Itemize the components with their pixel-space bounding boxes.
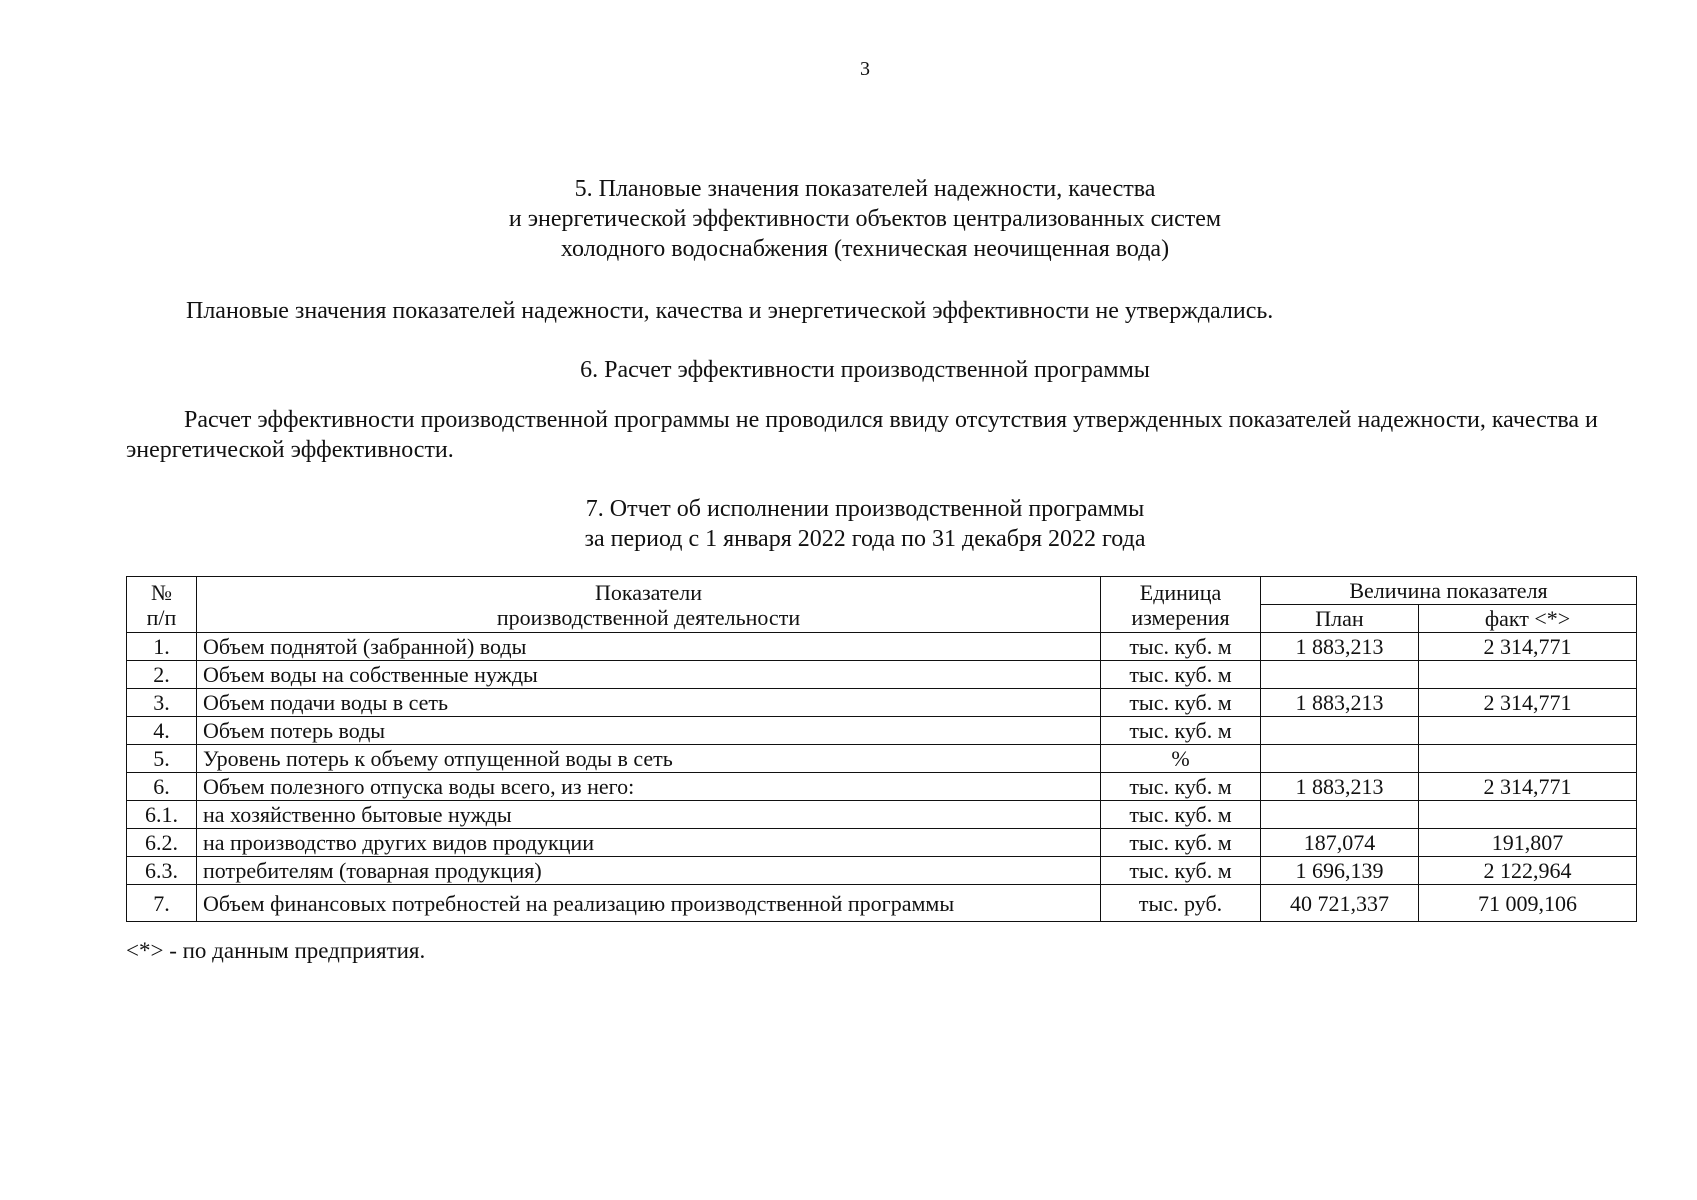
row-unit: тыс. куб. м [1101, 633, 1261, 661]
table-row [127, 829, 1637, 857]
row-fact [1419, 801, 1637, 829]
row-num: 7. [127, 885, 197, 922]
section-5-heading-line: холодного водоснабжения (техническая неочищенная вода) [560, 236, 1170, 262]
row-name: потребителям (товарная продукция) [197, 857, 1101, 885]
row-name: на хозяйственно бытовые нужды [197, 801, 1101, 829]
row-fact: 191,807 [1419, 829, 1637, 857]
header-num [127, 577, 197, 633]
row-plan: 1 883,213 [1261, 773, 1419, 801]
row-name: на производство других видов продукции [197, 829, 1101, 857]
table-footnote: <*> - по данным предприятия. [126, 938, 426, 963]
page-number: 3 [860, 58, 870, 80]
row-name: Объем воды на собственные нужды [197, 661, 1101, 689]
row-name: Объем потерь воды [197, 717, 1101, 745]
row-unit: тыс. куб. м [1101, 829, 1261, 857]
row-fact: 71 009,106 [1419, 885, 1637, 922]
row-unit: тыс. куб. м [1101, 801, 1261, 829]
table-row [127, 689, 1637, 717]
row-plan [1261, 661, 1419, 689]
header-fact: факт <*> [1419, 605, 1637, 633]
row-name: Объем финансовых потребностей на реализацию производственной программы [197, 885, 1101, 922]
row-plan: 1 883,213 [1261, 633, 1419, 661]
table-row [127, 745, 1637, 773]
section-5-text: Плановые значения показателей надежности, качества и энергетической эффективности не утверждались. [186, 298, 1274, 324]
header-plan: План [1261, 605, 1419, 633]
header-unit [1101, 577, 1261, 633]
table-row [127, 633, 1637, 661]
row-plan: 1 883,213 [1261, 689, 1419, 717]
table-row [127, 717, 1637, 745]
row-name: Уровень потерь к объему отпущенной воды в сеть [197, 745, 1101, 773]
section-6-text: Расчет эффективности производственной программы не проводился ввиду отсутствия утвержденных показателей надежности, качества и энергетической эффективности. [126, 407, 1598, 463]
row-unit: тыс. куб. м [1101, 857, 1261, 885]
table-row [127, 773, 1637, 801]
row-unit: тыс. куб. м [1101, 661, 1261, 689]
row-name: Объем полезного отпуска воды всего, из него: [197, 773, 1101, 801]
row-plan: 40 721,337 [1261, 885, 1419, 922]
row-fact: 2 122,964 [1419, 857, 1637, 885]
row-fact: 2 314,771 [1419, 689, 1637, 717]
row-unit: тыс. куб. м [1101, 773, 1261, 801]
row-fact: 2 314,771 [1419, 773, 1637, 801]
section-5-heading-line: 5. Плановые значения показателей надежности, качества [574, 176, 1156, 202]
row-fact [1419, 745, 1637, 773]
header-unit-line1: Единица [1139, 579, 1222, 605]
section-7-heading [0, 494, 1697, 554]
row-num: 2. [127, 661, 197, 689]
table-row [127, 885, 1637, 922]
header-num-line2: п/п [146, 604, 177, 630]
table-header-row [127, 577, 1637, 605]
section-5-heading-line: и энергетической эффективности объектов централизованных систем [508, 206, 1222, 232]
header-unit-line2: измерения [1131, 604, 1230, 630]
row-num: 6.1. [127, 801, 197, 829]
table-row [127, 857, 1637, 885]
section-7-heading-line: 7. Отчет об исполнении производственной программы [585, 496, 1145, 522]
row-name: Объем поднятой (забранной) воды [197, 633, 1101, 661]
row-num: 6. [127, 773, 197, 801]
header-name [197, 577, 1101, 633]
header-value-group: Величина показателя [1261, 577, 1637, 605]
row-plan: 187,074 [1261, 829, 1419, 857]
row-unit: тыс. куб. м [1101, 717, 1261, 745]
row-num: 6.2. [127, 829, 197, 857]
row-fact [1419, 717, 1637, 745]
row-num: 6.3. [127, 857, 197, 885]
table-row [127, 801, 1637, 829]
report-table [126, 576, 1637, 922]
row-plan [1261, 717, 1419, 745]
row-fact [1419, 661, 1637, 689]
row-unit: % [1101, 745, 1261, 773]
section-5-heading [0, 174, 1697, 264]
row-unit: тыс. куб. м [1101, 689, 1261, 717]
row-num: 1. [127, 633, 197, 661]
table-row [127, 661, 1637, 689]
row-plan [1261, 745, 1419, 773]
section-7-heading-line: за период с 1 января 2022 года по 31 декабря 2022 года [584, 526, 1146, 552]
row-num: 3. [127, 689, 197, 717]
row-unit: тыс. руб. [1101, 885, 1261, 922]
row-num: 4. [127, 717, 197, 745]
row-plan: 1 696,139 [1261, 857, 1419, 885]
header-num-line1: № [151, 579, 172, 605]
header-name-line2: производственной деятельности [496, 604, 801, 630]
row-num: 5. [127, 745, 197, 773]
row-name: Объем подачи воды в сеть [197, 689, 1101, 717]
section-6-heading: 6. Расчет эффективности производственной программы [580, 357, 1150, 383]
row-plan [1261, 801, 1419, 829]
row-fact: 2 314,771 [1419, 633, 1637, 661]
header-name-line1: Показатели [594, 579, 703, 605]
